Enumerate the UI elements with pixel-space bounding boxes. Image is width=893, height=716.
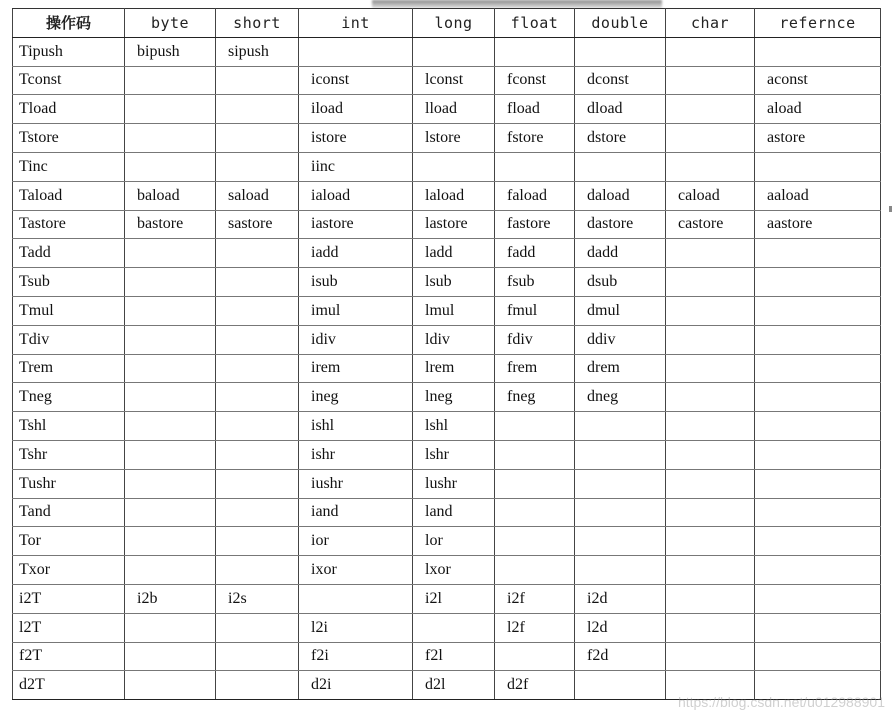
table-cell: drem [575, 354, 666, 383]
table-cell: lshl [413, 412, 495, 441]
table-cell: ishl [299, 412, 413, 441]
table-cell: baload [125, 181, 216, 210]
table-cell: iload [299, 95, 413, 124]
row-opcode-cell: Txor [13, 556, 125, 585]
row-opcode-cell: Tshl [13, 412, 125, 441]
table-cell: idiv [299, 325, 413, 354]
table-cell [755, 498, 881, 527]
table-cell [495, 412, 575, 441]
table-row [13, 210, 881, 239]
table-cell: fneg [495, 383, 575, 412]
table-cell [666, 239, 755, 268]
table-cell: iushr [299, 469, 413, 498]
row-opcode-cell: Tshr [13, 440, 125, 469]
table-cell [495, 556, 575, 585]
table-cell [125, 469, 216, 498]
table-cell [125, 556, 216, 585]
row-opcode-cell: Tstore [13, 124, 125, 153]
table-cell [216, 152, 299, 181]
table-cell: lload [413, 95, 495, 124]
column-header-char: char [666, 9, 755, 38]
table-cell: bastore [125, 210, 216, 239]
table-cell: dload [575, 95, 666, 124]
table-cell [495, 152, 575, 181]
table-cell [666, 37, 755, 66]
table-cell: bipush [125, 37, 216, 66]
table-row [13, 239, 881, 268]
table-row [13, 296, 881, 325]
table-cell: saload [216, 181, 299, 210]
table-cell: l2f [495, 613, 575, 642]
table-cell [755, 37, 881, 66]
table-cell [575, 671, 666, 700]
table-cell: i2l [413, 584, 495, 613]
table-cell [755, 325, 881, 354]
table-cell: ldiv [413, 325, 495, 354]
row-opcode-cell: l2T [13, 613, 125, 642]
table-cell [125, 412, 216, 441]
table-cell: fconst [495, 66, 575, 95]
row-opcode-cell: Tconst [13, 66, 125, 95]
row-opcode-cell: Tinc [13, 152, 125, 181]
table-cell [125, 613, 216, 642]
table-row [13, 412, 881, 441]
table-cell: dstore [575, 124, 666, 153]
table-cell [666, 95, 755, 124]
table-cell: dconst [575, 66, 666, 95]
table-cell [755, 613, 881, 642]
table-cell: isub [299, 268, 413, 297]
table-cell [755, 469, 881, 498]
table-row [13, 440, 881, 469]
table-cell: lconst [413, 66, 495, 95]
margin-mark [889, 206, 892, 212]
table-cell: i2f [495, 584, 575, 613]
table-cell [575, 527, 666, 556]
table-cell [125, 268, 216, 297]
table-cell: i2s [216, 584, 299, 613]
table-cell [216, 412, 299, 441]
row-opcode-cell: Taload [13, 181, 125, 210]
table-cell: imul [299, 296, 413, 325]
table-cell [666, 556, 755, 585]
table-cell [125, 354, 216, 383]
table-row [13, 37, 881, 66]
table-cell [216, 268, 299, 297]
table-cell [755, 584, 881, 613]
table-row [13, 556, 881, 585]
caption-text-cropped [372, 0, 662, 8]
table-cell: ddiv [575, 325, 666, 354]
table-cell: sastore [216, 210, 299, 239]
table-cell [755, 527, 881, 556]
table-caption [0, 0, 893, 8]
table-row [13, 66, 881, 95]
table-cell [125, 152, 216, 181]
table-cell [413, 37, 495, 66]
table-cell [575, 556, 666, 585]
table-cell: lmul [413, 296, 495, 325]
table-cell: fmul [495, 296, 575, 325]
table-cell [216, 469, 299, 498]
table-cell [755, 412, 881, 441]
row-opcode-cell: Tdiv [13, 325, 125, 354]
table-row [13, 354, 881, 383]
header-row [13, 9, 881, 38]
table-cell [495, 37, 575, 66]
table-cell: d2f [495, 671, 575, 700]
table-cell: fadd [495, 239, 575, 268]
table-cell: iadd [299, 239, 413, 268]
column-header-byte: byte [125, 9, 216, 38]
table-cell: astore [755, 124, 881, 153]
table-row [13, 152, 881, 181]
table-row [13, 469, 881, 498]
table-row [13, 584, 881, 613]
table-cell [575, 412, 666, 441]
table-cell [216, 95, 299, 124]
table-cell: lushr [413, 469, 495, 498]
column-header-long: long [413, 9, 495, 38]
table-cell [755, 354, 881, 383]
table-cell [575, 152, 666, 181]
table-cell: aconst [755, 66, 881, 95]
table-cell [216, 383, 299, 412]
table-cell: aastore [755, 210, 881, 239]
table-row [13, 325, 881, 354]
table-cell: caload [666, 181, 755, 210]
table-row [13, 124, 881, 153]
table-cell [216, 440, 299, 469]
table-cell [755, 642, 881, 671]
table-cell: lastore [413, 210, 495, 239]
table-cell: iinc [299, 152, 413, 181]
table-cell [666, 642, 755, 671]
row-opcode-cell: Tand [13, 498, 125, 527]
table-cell: ixor [299, 556, 413, 585]
table-cell [755, 152, 881, 181]
table-cell [495, 527, 575, 556]
row-opcode-cell: Tastore [13, 210, 125, 239]
table-cell: sipush [216, 37, 299, 66]
table-cell [666, 268, 755, 297]
table-cell [125, 124, 216, 153]
watermark: https://blog.csdn.net/u012988901 [677, 694, 885, 710]
table-cell: lshr [413, 440, 495, 469]
column-header-double: double [575, 9, 666, 38]
table-cell [125, 239, 216, 268]
row-opcode-cell: Tsub [13, 268, 125, 297]
table-cell [125, 527, 216, 556]
table-cell: lsub [413, 268, 495, 297]
table-cell [216, 642, 299, 671]
row-opcode-cell: i2T [13, 584, 125, 613]
table-cell: dastore [575, 210, 666, 239]
table-cell [125, 296, 216, 325]
table-cell [575, 440, 666, 469]
table-cell: fdiv [495, 325, 575, 354]
table-cell: ishr [299, 440, 413, 469]
table-cell [125, 671, 216, 700]
table-cell: dsub [575, 268, 666, 297]
row-opcode-cell: f2T [13, 642, 125, 671]
table-cell [666, 296, 755, 325]
table-cell [125, 642, 216, 671]
table-cell [413, 613, 495, 642]
table-cell [575, 498, 666, 527]
opcode-type-table [12, 8, 881, 700]
table-cell [216, 671, 299, 700]
table-cell: ineg [299, 383, 413, 412]
table-cell: land [413, 498, 495, 527]
table-cell: frem [495, 354, 575, 383]
table-cell [216, 498, 299, 527]
table-cell [755, 556, 881, 585]
table-cell: iand [299, 498, 413, 527]
table-cell: ladd [413, 239, 495, 268]
table-cell [125, 440, 216, 469]
table-cell [216, 239, 299, 268]
table-cell: d2i [299, 671, 413, 700]
table-cell: f2i [299, 642, 413, 671]
table-row [13, 383, 881, 412]
table-cell: d2l [413, 671, 495, 700]
table-cell [125, 498, 216, 527]
table-cell [299, 584, 413, 613]
table-cell: ior [299, 527, 413, 556]
table-cell: irem [299, 354, 413, 383]
table-cell [666, 440, 755, 469]
table-cell [495, 440, 575, 469]
table-cell: dmul [575, 296, 666, 325]
table-cell: lstore [413, 124, 495, 153]
table-cell: iconst [299, 66, 413, 95]
table-cell: l2d [575, 613, 666, 642]
table-cell [216, 527, 299, 556]
table-cell: istore [299, 124, 413, 153]
table-cell: f2d [575, 642, 666, 671]
table-cell: i2b [125, 584, 216, 613]
table-cell [575, 469, 666, 498]
table-cell: iaload [299, 181, 413, 210]
column-header-refernce: refernce [755, 9, 881, 38]
table-cell [666, 469, 755, 498]
table-cell: aaload [755, 181, 881, 210]
table-cell: lor [413, 527, 495, 556]
row-opcode-cell: Tadd [13, 239, 125, 268]
table-cell [125, 325, 216, 354]
table-cell [755, 383, 881, 412]
table-cell [666, 354, 755, 383]
table-row [13, 642, 881, 671]
table-cell: dadd [575, 239, 666, 268]
table-cell: fstore [495, 124, 575, 153]
table-cell [125, 95, 216, 124]
table-cell: fastore [495, 210, 575, 239]
column-header-short: short [216, 9, 299, 38]
table-cell [666, 124, 755, 153]
table-cell [495, 498, 575, 527]
column-header-float: float [495, 9, 575, 38]
table-cell: dneg [575, 383, 666, 412]
row-opcode-cell: Trem [13, 354, 125, 383]
table-cell [216, 124, 299, 153]
table-cell [755, 268, 881, 297]
table-cell [216, 296, 299, 325]
table-cell [125, 383, 216, 412]
table-cell: laload [413, 181, 495, 210]
table-cell [755, 239, 881, 268]
table-cell [216, 354, 299, 383]
table-cell [666, 412, 755, 441]
table-cell: l2i [299, 613, 413, 642]
table-cell [666, 584, 755, 613]
table-cell [666, 152, 755, 181]
row-opcode-cell: Tushr [13, 469, 125, 498]
table-cell [299, 37, 413, 66]
column-header-int: int [299, 9, 413, 38]
row-opcode-cell: Tmul [13, 296, 125, 325]
table-cell [666, 325, 755, 354]
table-cell [666, 498, 755, 527]
table-cell: f2l [413, 642, 495, 671]
table-cell: castore [666, 210, 755, 239]
table-cell: faload [495, 181, 575, 210]
table-cell [666, 66, 755, 95]
table-cell: i2d [575, 584, 666, 613]
table-cell [575, 37, 666, 66]
table-cell [216, 66, 299, 95]
row-opcode-cell: Tor [13, 527, 125, 556]
table-cell: daload [575, 181, 666, 210]
table-row [13, 527, 881, 556]
table-row [13, 498, 881, 527]
table-cell [755, 440, 881, 469]
table-cell: aload [755, 95, 881, 124]
table-cell: lrem [413, 354, 495, 383]
table-cell: lxor [413, 556, 495, 585]
table-body [13, 37, 881, 699]
row-opcode-cell: Tipush [13, 37, 125, 66]
row-opcode-cell: Tload [13, 95, 125, 124]
table-cell [666, 527, 755, 556]
table-cell: lneg [413, 383, 495, 412]
table-cell [495, 642, 575, 671]
table-cell: fsub [495, 268, 575, 297]
table-cell [216, 556, 299, 585]
row-opcode-cell: d2T [13, 671, 125, 700]
table-cell [666, 613, 755, 642]
table-row [13, 181, 881, 210]
table-cell [413, 152, 495, 181]
table-cell: fload [495, 95, 575, 124]
table-cell [755, 296, 881, 325]
table-cell [125, 66, 216, 95]
row-opcode-cell: Tneg [13, 383, 125, 412]
table-cell [216, 325, 299, 354]
table-cell: iastore [299, 210, 413, 239]
table-row [13, 268, 881, 297]
table-cell [666, 383, 755, 412]
table-row [13, 613, 881, 642]
column-header-opcode: 操作码 [13, 9, 125, 38]
table-row [13, 95, 881, 124]
table-cell [495, 469, 575, 498]
table-cell [216, 613, 299, 642]
